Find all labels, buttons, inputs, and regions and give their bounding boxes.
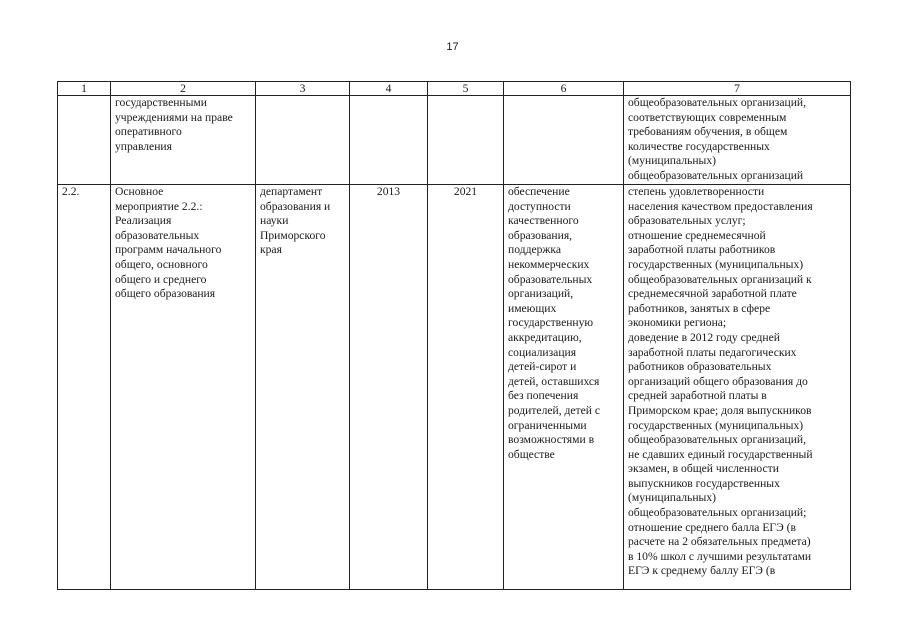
column-header-2: 2 — [111, 82, 256, 96]
cell-activity-name: Основное мероприятие 2.2.: Реализация образовательных программ начального общего, основного общего и среднего общего образования — [111, 185, 256, 590]
cell-expected-result — [504, 96, 624, 185]
cell-number: 2.2. — [58, 185, 111, 590]
cell-activity-name: государственными учреждениями на праве оперативного управления — [111, 96, 256, 185]
column-number-row — [58, 82, 851, 96]
table-row-activity-2-2 — [58, 185, 851, 590]
cell-end-year: 2021 — [428, 185, 504, 590]
page-number: 17 — [446, 41, 459, 53]
cell-indicators: степень удовлетворенности населения качеством предоставления образовательных услуг; отношение среднемесячной заработной платы работников государственных (муниципальных) общеобразовательных организаций к среднемесячной заработной плате работников, занятых в сфере экономики региона; доведение в 2012 году средней заработной платы педагогических работников образовательных организаций общего образования до средней заработной платы в Приморском крае; доля выпускников государственных (муниципальных) общеобразовательных организаций, не сдавших единый государственный экзамен, в общей численности выпускников государственных (муниципальных) общеобразовательных организаций; отношение среднего балла ЕГЭ (в расчете на 2 обязательных предмета) в 10% школ с лучшими результатами ЕГЭ к среднему баллу ЕГЭ (в — [624, 185, 851, 590]
column-header-5: 5 — [428, 82, 504, 96]
cell-responsible-executor — [256, 96, 350, 185]
cell-start-year: 2013 — [350, 185, 428, 590]
cell-end-year — [428, 96, 504, 185]
column-header-3: 3 — [256, 82, 350, 96]
cell-responsible-executor: департамент образования и науки Приморского края — [256, 185, 350, 590]
program-activities-table — [57, 81, 851, 590]
column-header-6: 6 — [504, 82, 624, 96]
column-header-7: 7 — [624, 82, 851, 96]
cell-start-year — [350, 96, 428, 185]
column-header-1: 1 — [58, 82, 111, 96]
column-header-4: 4 — [350, 82, 428, 96]
cell-expected-result: обеспечение доступности качественного образования, поддержка некоммерческих образовательных организаций, имеющих государственную аккредитацию, социализация детей-сирот и детей, оставшихся без попечения родителей, детей с ограниченными возможностями в обществе — [504, 185, 624, 590]
cell-indicators: общеобразовательных организаций, соответствующих современным требованиям обучения, в общем количестве государственных (муниципальных) общеобразовательных организаций — [624, 96, 851, 185]
cell-number — [58, 96, 111, 185]
table-row-continuation — [58, 96, 851, 185]
